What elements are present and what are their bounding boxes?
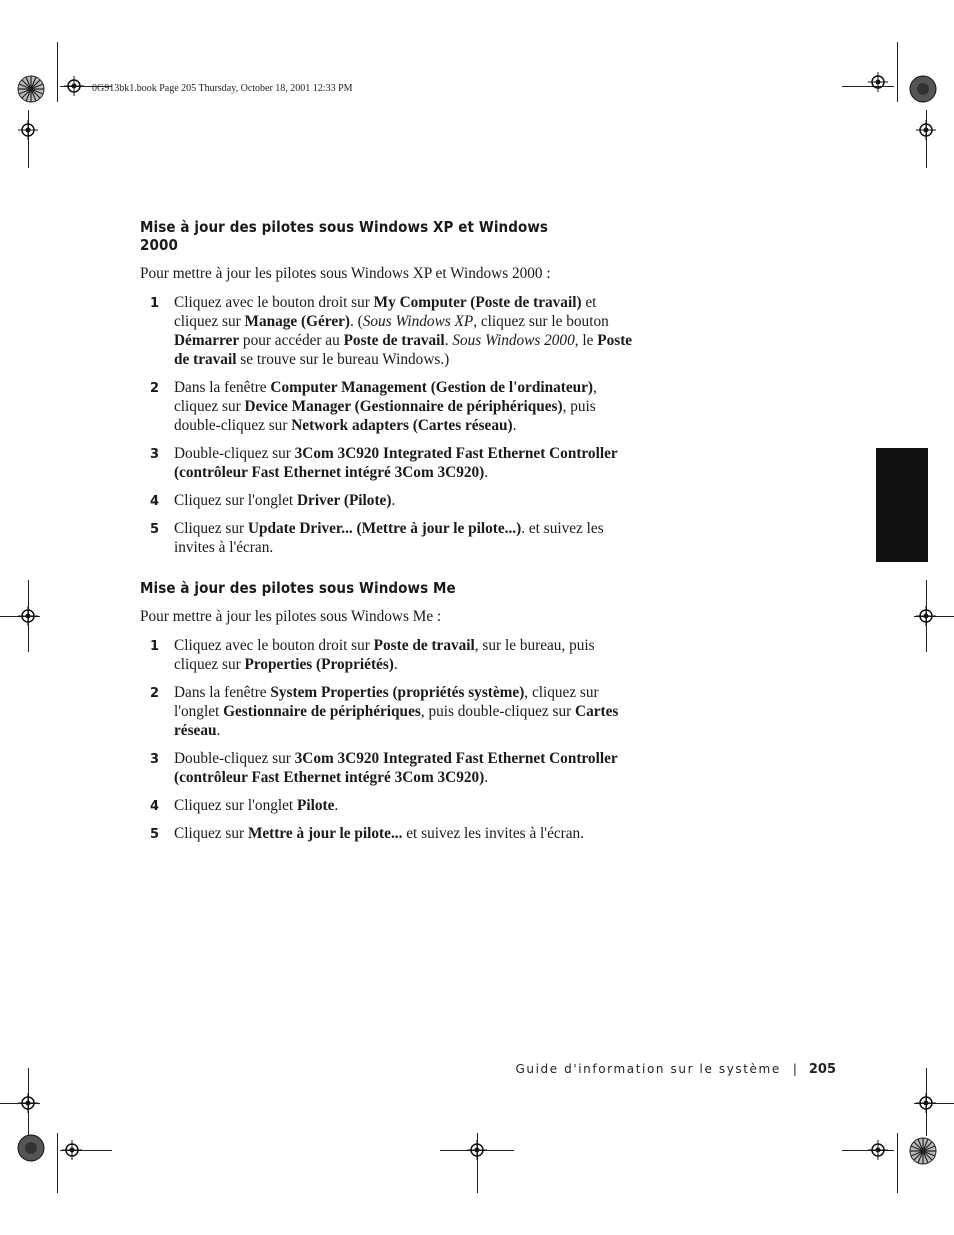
list-item [140, 293, 640, 369]
step-text: Cliquez sur l'onglet [174, 797, 297, 814]
step-text: . [334, 797, 339, 814]
starburst-target-icon [16, 1133, 46, 1163]
ui-term: 3Com 3C920 Integrated Fast Ethernet Controller (contrôleur Fast Ethernet intégré 3Com 3C920) [174, 750, 618, 786]
registration-crosshair-icon [18, 120, 38, 140]
step-text: Dans la fenêtre [174, 379, 271, 396]
step-text: Double-cliquez sur [174, 750, 295, 767]
page-content [140, 218, 640, 852]
step-number: 4 [150, 799, 160, 814]
emphasis-text: Sous Windows 2000 [452, 332, 575, 349]
registration-crosshair-icon [916, 606, 936, 626]
registration-crosshair-icon [916, 120, 936, 140]
registration-crosshair-icon [868, 1140, 888, 1160]
list-item [140, 444, 640, 482]
ui-term: 3Com 3C920 Integrated Fast Ethernet Controller (contrôleur Fast Ethernet intégré 3Com 3C920) [174, 445, 618, 481]
list-item [140, 378, 640, 435]
page-footer [515, 1062, 836, 1077]
starburst-target-icon [16, 74, 46, 104]
step-list [140, 293, 640, 557]
ui-term: Cartes réseau [174, 703, 619, 739]
step-text: Double-cliquez sur [174, 445, 295, 462]
ui-term: Network adapters (Cartes réseau) [291, 417, 513, 434]
step-text: . ( [350, 313, 363, 330]
step-text: , puis double-cliquez sur [174, 398, 596, 434]
ui-term: Poste de travail [174, 332, 633, 368]
step-number: 5 [150, 827, 160, 842]
registration-crosshair-icon [916, 1093, 936, 1113]
step-number: 1 [150, 296, 160, 311]
step-text: , cliquez sur l'onglet [174, 684, 599, 720]
section-me [140, 579, 640, 843]
ui-term: Mettre à jour le pilote... [247, 825, 403, 842]
ui-term: Manage (Gérer) [244, 313, 350, 330]
step-text: et suivez les invites à l'écran. [402, 825, 584, 842]
registration-crosshair-icon [64, 76, 84, 96]
step-text: , le [574, 332, 598, 349]
list-item [140, 491, 640, 510]
ui-term: Poste de travail [343, 332, 445, 349]
ui-term: Update Driver... (Mettre à jour le pilote...) [247, 520, 522, 537]
registration-crosshair-icon [18, 606, 38, 626]
step-number: 1 [150, 639, 160, 654]
crop-line [57, 42, 58, 102]
ui-term: Driver (Pilote) [297, 492, 392, 509]
step-text: . [484, 769, 489, 786]
step-text: Cliquez avec le bouton droit sur [174, 294, 374, 311]
ui-term: My Computer (Poste de travail) [373, 294, 582, 311]
step-text: . [391, 492, 396, 509]
section-xp-2000 [140, 218, 640, 557]
crop-line [897, 42, 898, 102]
ui-term: Poste de travail [373, 637, 475, 654]
step-text: . [216, 722, 221, 739]
step-text: . [444, 332, 453, 349]
section-intro: Pour mettre à jour les pilotes sous Windows Me : [140, 608, 442, 625]
step-text: . [484, 464, 489, 481]
step-text: et cliquez sur [174, 294, 597, 330]
list-item [140, 824, 640, 843]
registration-crosshair-icon [18, 1093, 38, 1113]
step-text: pour accéder au [239, 332, 344, 349]
step-text: Cliquez sur [174, 520, 248, 537]
footer-separator: | [792, 1062, 797, 1076]
starburst-target-icon [908, 1136, 938, 1166]
ui-term: Computer Management (Gestion de l'ordinateur) [270, 379, 594, 396]
step-text: . [393, 656, 398, 673]
section-heading: Mise à jour des pilotes sous Windows Me [140, 579, 456, 597]
step-text: , cliquez sur [174, 379, 597, 415]
step-text: . [512, 417, 517, 434]
section-intro: Pour mettre à jour les pilotes sous Windows XP et Windows 2000 : [140, 265, 551, 282]
step-text: Dans la fenêtre [174, 684, 271, 701]
starburst-target-icon [908, 74, 938, 104]
footer-title: Guide d'information sur le système [515, 1062, 781, 1076]
crop-line [897, 1133, 898, 1193]
ui-term: System Properties (propriétés système) [270, 684, 525, 701]
step-text: Cliquez avec le bouton droit sur [174, 637, 374, 654]
step-text: se trouve sur le bureau Windows.) [236, 351, 450, 368]
thumb-tab [876, 448, 928, 562]
step-list [140, 636, 640, 843]
list-item [140, 796, 640, 815]
ui-term: Pilote [297, 797, 335, 814]
list-item [140, 519, 640, 557]
step-text: Cliquez sur [174, 825, 248, 842]
registration-crosshair-icon [467, 1140, 487, 1160]
page-number: 205 [808, 1062, 836, 1077]
step-number: 4 [150, 494, 160, 509]
ui-term: Gestionnaire de périphériques [223, 703, 421, 720]
list-item [140, 683, 640, 740]
step-text: . et suivez les invites à l'écran. [174, 520, 604, 556]
registration-crosshair-icon [62, 1140, 82, 1160]
step-number: 3 [150, 752, 160, 767]
ui-term: Démarrer [174, 332, 240, 349]
step-text: , sur le bureau, puis cliquez sur [174, 637, 595, 673]
step-text: , cliquez sur le bouton [473, 313, 609, 330]
step-number: 2 [150, 686, 160, 701]
registration-crosshair-icon [868, 72, 888, 92]
step-text: , puis double-cliquez sur [420, 703, 576, 720]
list-item [140, 636, 640, 674]
ui-term: Device Manager (Gestionnaire de périphériques) [244, 398, 563, 415]
emphasis-text: Sous Windows XP [362, 313, 474, 330]
crop-line [57, 1133, 58, 1193]
list-item [140, 749, 640, 787]
ui-term: Properties (Propriétés) [244, 656, 394, 673]
step-number: 2 [150, 381, 160, 396]
step-text: Cliquez sur l'onglet [174, 492, 297, 509]
section-heading: Mise à jour des pilotes sous Windows XP et Windows 2000 [140, 218, 549, 254]
print-slug: 0G913bk1.book Page 205 Thursday, October 18, 2001 12:33 PM [92, 83, 353, 94]
step-number: 3 [150, 447, 160, 462]
step-number: 5 [150, 522, 160, 537]
